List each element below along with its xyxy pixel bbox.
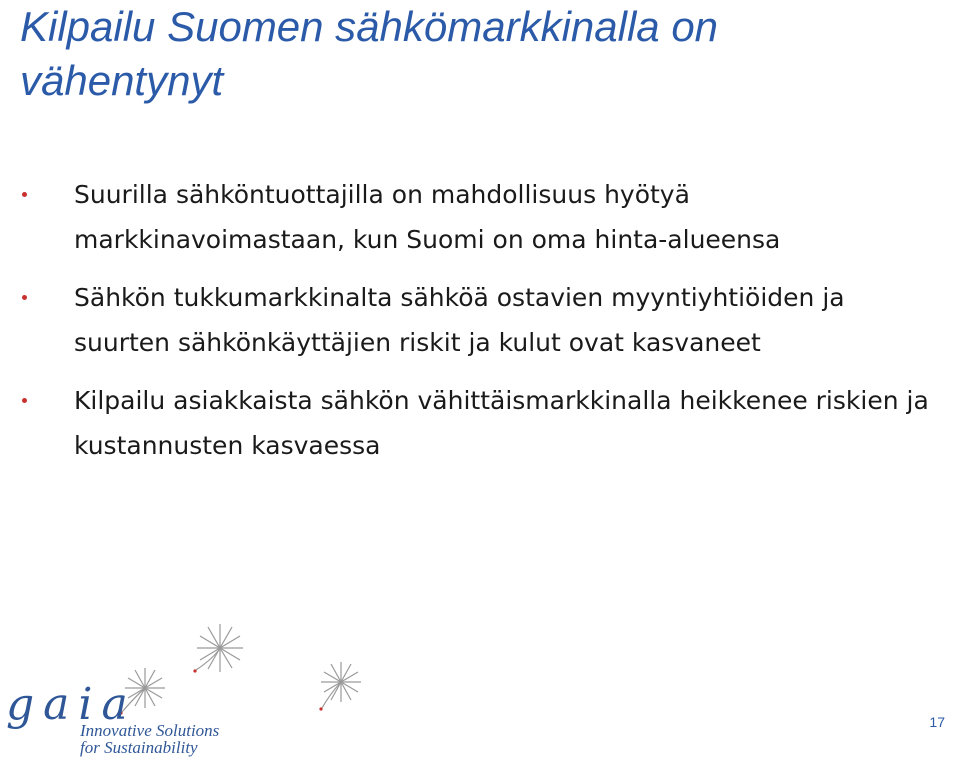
gaia-logo: [0, 612, 400, 761]
logo-tagline: [80, 722, 219, 756]
bullet-marker-icon: [22, 295, 27, 300]
logo-wordmark: gaia: [6, 679, 137, 730]
slide-title: Kilpailu Suomen sähkömarkkinalla on vähentynyt: [20, 3, 719, 104]
logo-tagline-line: Innovative Solutions: [80, 721, 220, 740]
bullet-item: [22, 378, 942, 468]
bullet-text: Sähkön tukkumarkkinalta sähköä ostavien myyntiyhtiöiden ja suurten sähkönkäyttäjien riskit ja kulut ovat kasvaneet: [74, 283, 845, 357]
bullet-item: [22, 172, 942, 262]
page-number: 17: [929, 714, 945, 730]
bullet-text: Suurilla sähköntuottajilla on mahdollisuus hyötyä markkinavoimastaan, kun Suomi on oma hinta-alueensa: [74, 180, 781, 254]
bullet-item: [22, 275, 942, 365]
bullet-text: Kilpailu asiakkaista sähkön vähittäismarkkinalla heikkenee riskien ja kustannusten kasvaessa: [74, 386, 929, 460]
bullet-marker-icon: [22, 192, 27, 197]
logo-tagline-line: for Sustainability: [80, 738, 198, 757]
bullet-marker-icon: [22, 398, 27, 403]
bullet-list: [22, 172, 942, 468]
